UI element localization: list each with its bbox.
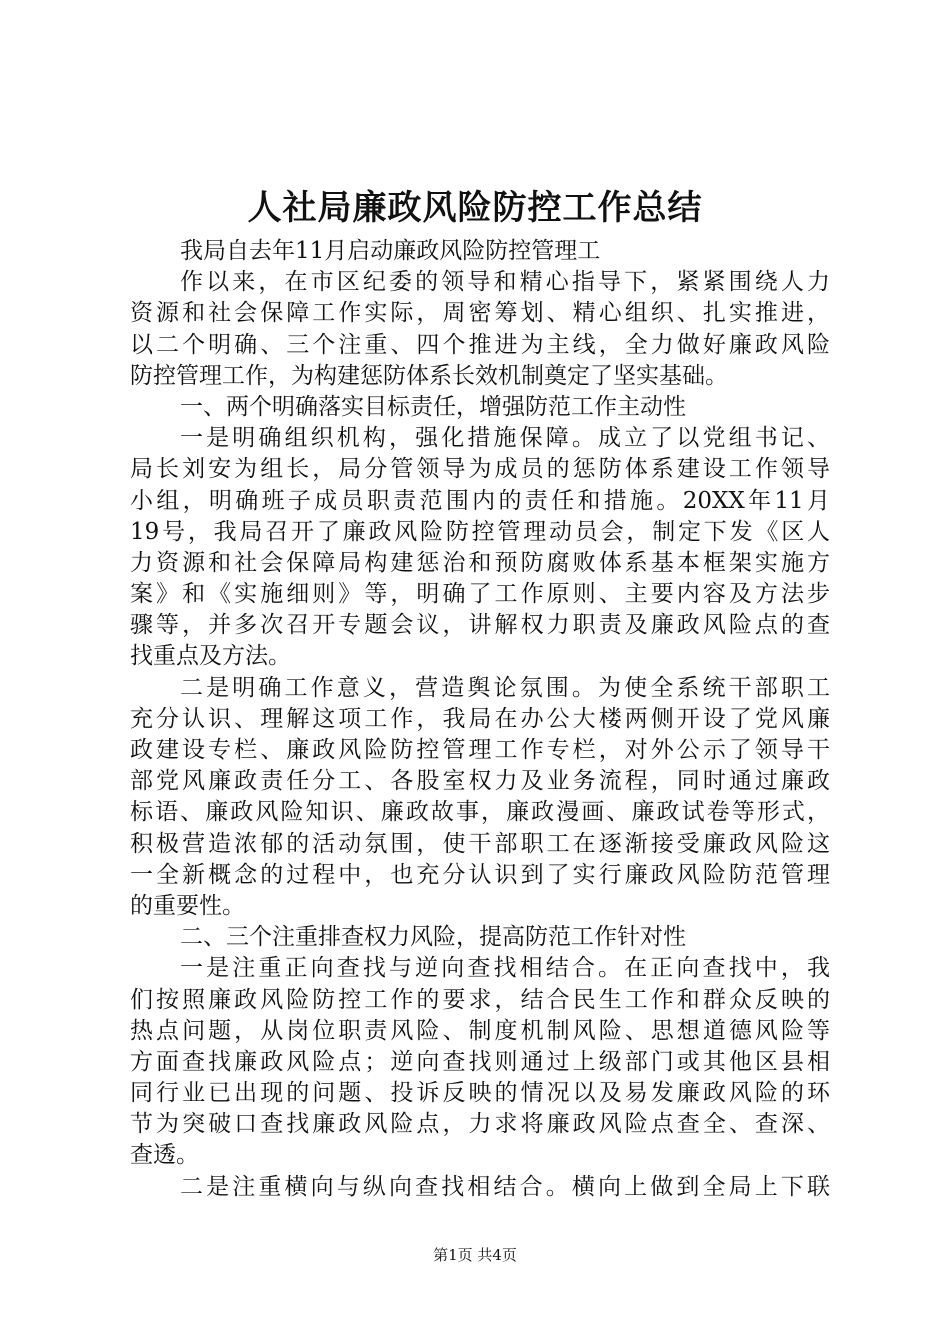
text-line: 政建设专栏、廉政风险防控管理工作专栏，对外公示了领导干 (130, 737, 830, 763)
text-line: 们按照廉政风险防控工作的要求，结合民生工作和群众反映的 (130, 986, 830, 1013)
text-line: 同行业已出现的问题、投诉反映的情况以及易发廉政风险的环 (130, 1080, 830, 1107)
text-line: 的重要性。 (130, 892, 245, 919)
text-line: 一全新概念的过程中，也充分认识到了实行廉政风险防范管理 (130, 861, 830, 888)
text-line: 一是注重正向查找与逆向查找相结合。在正向查找中，我 (180, 955, 830, 982)
text-line: 局长刘安为组长，局分管领导为成员的惩防体系建设工作领导 (130, 456, 830, 483)
text-line: 部党风廉政责任分工、各股室权力及业务流程，同时通过廉政 (130, 768, 830, 795)
page-footer: 第1页 共4页 (433, 1246, 517, 1264)
text-line: 骤等，并多次召开专题会议，讲解权力职责及廉政风险点的查 (130, 612, 830, 639)
text-line: 一、两个明确落实目标责任，增强防范工作主动性 (180, 393, 686, 420)
text-line: 二、三个注重排查权力风险，提高防范工作针对性 (180, 924, 686, 951)
text-line: 积极营造浓郁的活动氛围，使干部职工在逐渐接受廉政风险这 (130, 830, 830, 857)
text-line: 资源和社会保障工作实际，周密筹划、精心组织、扎实推进， (130, 300, 830, 327)
text-line: 作以来，在市区纪委的领导和精心指导下，紧紧围绕人力 (180, 269, 830, 296)
text-line: 方面查找廉政风险点；逆向查找则通过上级部门或其他区县相 (130, 1048, 830, 1075)
text-line: 二是明确工作意义，营造舆论氛围。为使全系统干部职工 (180, 674, 830, 701)
text-line: 充分认识、理解这项工作，我局在办公大楼两侧开设了党风廉 (130, 705, 830, 732)
text-line: 19号，我局召开了廉政风险防控管理动员会，制定下发《区人 (130, 518, 830, 545)
text-line: 小组，明确班子成员职责范围内的责任和措施。20XX年11月 (130, 487, 830, 514)
text-line: 热点问题，从岗位职责风险、制度机制风险、思想道德风险等 (130, 1017, 830, 1044)
text-line: 一是明确组织机构，强化措施保障。成立了以党组书记、 (180, 425, 830, 452)
text-line: 我局自去年11月启动廉政风险防控管理工 (180, 238, 601, 264)
document-title: 人社局廉政风险防控工作总结 (247, 188, 703, 228)
text-line: 标语、廉政风险知识、廉政故事，廉政漫画、廉政试卷等形式， (130, 799, 830, 826)
text-line: 案》和《实施细则》等，明确了工作原则、主要内容及方法步 (130, 581, 830, 608)
text-line: 找重点及方法。 (130, 643, 291, 670)
text-line: 以二个明确、三个注重、四个推进为主线，全力做好廉政风险 (130, 331, 830, 358)
text-line: 查透。 (130, 1142, 199, 1169)
text-line: 节为突破口查找廉政风险点，力求将廉政风险点查全、查深、 (130, 1111, 830, 1138)
text-line: 二是注重横向与纵向查找相结合。横向上做到全局上下联 (180, 1173, 830, 1200)
text-line: 力资源和社会保障局构建惩治和预防腐败体系基本框架实施方 (130, 549, 830, 576)
document-body (130, 236, 830, 1203)
text-line: 防控管理工作，为构建惩防体系长效机制奠定了坚实基础。 (130, 362, 728, 389)
